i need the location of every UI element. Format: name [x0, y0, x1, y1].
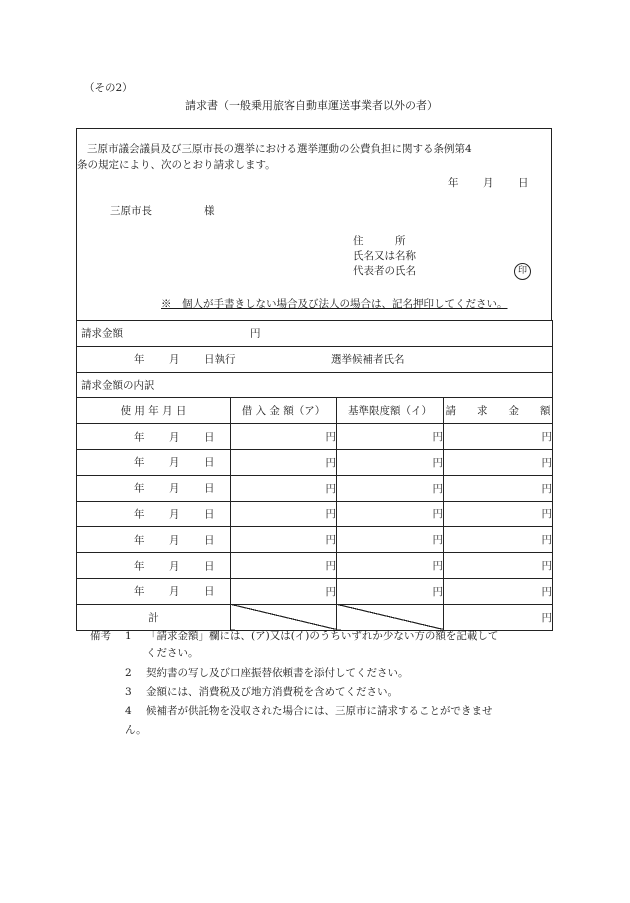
table-row	[77, 424, 553, 450]
declaration-section	[76, 128, 552, 320]
row-claim-yen: 円	[444, 501, 553, 527]
row-claim-yen: 円	[444, 475, 553, 501]
total-row	[77, 604, 553, 630]
handwriting-notice: ※ 個人が手書きしない場合及び法人の場合は、記名押印してください。	[161, 298, 508, 310]
seal-icon: 印	[514, 263, 531, 280]
row-month: 月	[169, 560, 180, 573]
row-limit-yen: 円	[337, 424, 444, 450]
form-number: （その2）	[84, 82, 133, 94]
table-row	[77, 475, 553, 501]
note-number: 2	[125, 667, 132, 679]
intro-line-1: 三原市議会議員及び三原市長の選挙における選挙運動の公費負担に関する条例第4	[87, 143, 472, 155]
exec-day: 日執行	[204, 353, 236, 366]
exec-month: 月	[169, 353, 180, 366]
table-header-row	[77, 398, 553, 424]
row-claim-yen: 円	[444, 449, 553, 475]
amount-yen: 円	[250, 327, 261, 340]
row-month: 月	[169, 431, 180, 444]
row-borrowed-yen: 円	[231, 449, 337, 475]
note-number: 3	[125, 686, 132, 698]
addressee-honorific: 様	[204, 205, 215, 217]
intro-line-2: 条の規定により、次のとおり請求します。	[77, 159, 276, 171]
row-day: 日	[204, 534, 215, 547]
row-day: 日	[204, 585, 215, 598]
row-borrowed-yen: 円	[231, 527, 337, 553]
row-year: 年	[134, 585, 145, 598]
row-borrowed-yen: 円	[231, 578, 337, 604]
row-day: 日	[204, 456, 215, 469]
row-borrowed-yen: 円	[231, 553, 337, 579]
row-claim-yen: 円	[444, 424, 553, 450]
row-limit-yen: 円	[337, 553, 444, 579]
row-limit-yen: 円	[337, 475, 444, 501]
candidate-label: 選挙候補者氏名	[331, 353, 405, 366]
representative-label: 代表者の氏名	[353, 265, 416, 277]
table-row	[77, 527, 553, 553]
note-number: 1	[125, 630, 132, 642]
note-text: 候補者が供託物を没収された場合には、三原市に請求することができませ	[146, 705, 493, 717]
row-day: 日	[204, 560, 215, 573]
row-month: 月	[169, 508, 180, 521]
notes-label: 備考	[90, 630, 111, 642]
row-claim-yen: 円	[444, 527, 553, 553]
table-row	[77, 501, 553, 527]
address-label: 住 所	[353, 235, 406, 247]
row-limit-yen: 円	[337, 578, 444, 604]
header-claim-amount: 請 求 金 額	[444, 398, 553, 424]
row-year: 年	[134, 456, 145, 469]
row-limit-yen: 円	[337, 501, 444, 527]
date-year: 年	[448, 177, 459, 189]
table-row	[77, 449, 553, 475]
row-borrowed-yen: 円	[231, 424, 337, 450]
row-month: 月	[169, 585, 180, 598]
name-label: 氏名又は名称	[353, 250, 416, 262]
exec-year: 年	[134, 353, 145, 366]
total-label: 計	[77, 604, 231, 630]
header-borrowed-amount: 借 入 金 額（ア）	[231, 398, 337, 424]
claim-table	[76, 320, 553, 631]
row-year: 年	[134, 534, 145, 547]
note-number: 4	[125, 705, 132, 717]
row-borrowed-yen: 円	[231, 501, 337, 527]
row-claim-yen: 円	[444, 553, 553, 579]
header-usage-date: 使 用 年 月 日	[77, 398, 231, 424]
breakdown-label: 請求金額の内訳	[81, 379, 155, 392]
amount-row	[77, 321, 553, 347]
table-row	[77, 578, 553, 604]
row-limit-yen: 円	[337, 527, 444, 553]
row-claim-yen: 円	[444, 578, 553, 604]
total-claim-yen: 円	[444, 604, 553, 630]
row-day: 日	[204, 431, 215, 444]
form-title: 請求書（一般乗用旅客自動車運送事業者以外の者）	[185, 99, 438, 112]
amount-label: 請求金額	[81, 327, 123, 340]
row-day: 日	[204, 508, 215, 521]
row-year: 年	[134, 508, 145, 521]
row-day: 日	[204, 482, 215, 495]
row-borrowed-yen: 円	[231, 475, 337, 501]
table-row	[77, 553, 553, 579]
note-text: 契約書の写し及び口座振替依頼書を添付してください。	[146, 667, 409, 679]
note-text-cont: ん。	[125, 724, 147, 736]
date-month: 月	[483, 177, 494, 189]
note-text: 金額には、消費税及び地方消費税を含めてください。	[146, 686, 398, 698]
row-month: 月	[169, 482, 180, 495]
breakdown-row	[77, 372, 553, 398]
row-year: 年	[134, 560, 145, 573]
total-borrowed-crossed	[231, 604, 337, 630]
execution-row	[77, 346, 553, 372]
date-day: 日	[518, 177, 529, 189]
row-limit-yen: 円	[337, 449, 444, 475]
addressee: 三原市長	[110, 205, 152, 217]
note-text: 「請求金額」欄には、(ア)又は(イ)のうちいずれか少ない方の額を記載して	[146, 630, 499, 642]
row-month: 月	[169, 534, 180, 547]
row-year: 年	[134, 431, 145, 444]
total-limit-crossed	[337, 604, 444, 630]
row-month: 月	[169, 456, 180, 469]
header-limit-amount: 基準限度額（イ）	[337, 398, 444, 424]
row-year: 年	[134, 482, 145, 495]
note-text-cont: ください。	[146, 647, 199, 659]
